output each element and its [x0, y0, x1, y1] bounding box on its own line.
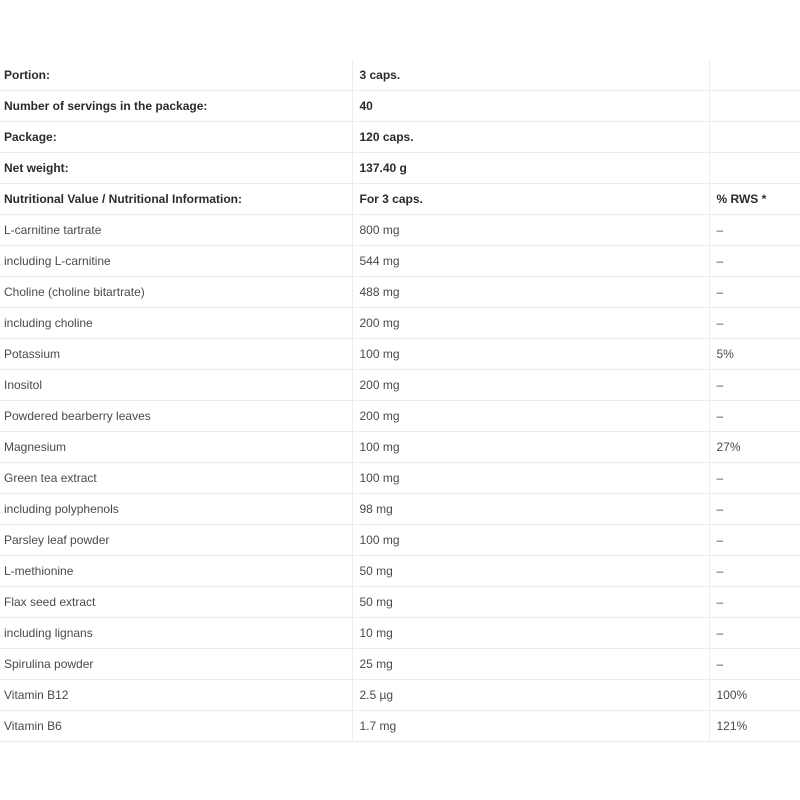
- row-label: L-methionine: [0, 556, 352, 587]
- table-row: [0, 246, 800, 277]
- row-label: including polyphenols: [0, 494, 352, 525]
- row-rws: –: [709, 618, 800, 649]
- row-rws: [709, 60, 800, 91]
- row-rws: 100%: [709, 680, 800, 711]
- table-row: [0, 370, 800, 401]
- row-label: L-carnitine tartrate: [0, 215, 352, 246]
- table-row: [0, 60, 800, 91]
- row-amount: 488 mg: [352, 277, 709, 308]
- row-amount: 200 mg: [352, 308, 709, 339]
- row-amount: 200 mg: [352, 370, 709, 401]
- row-label: Powdered bearberry leaves: [0, 401, 352, 432]
- table-row: [0, 711, 800, 742]
- row-rws: –: [709, 215, 800, 246]
- row-rws: % RWS *: [709, 184, 800, 215]
- table-row: [0, 494, 800, 525]
- nutrition-table-container: [0, 60, 800, 742]
- row-label: Number of servings in the package:: [0, 91, 352, 122]
- table-row: [0, 308, 800, 339]
- row-amount: 137.40 g: [352, 153, 709, 184]
- table-row: [0, 401, 800, 432]
- row-amount: 800 mg: [352, 215, 709, 246]
- nutrition-table: [0, 60, 800, 742]
- row-amount: 50 mg: [352, 556, 709, 587]
- row-label: including lignans: [0, 618, 352, 649]
- table-row: [0, 618, 800, 649]
- row-amount: 544 mg: [352, 246, 709, 277]
- row-amount: 100 mg: [352, 463, 709, 494]
- table-row: [0, 339, 800, 370]
- row-rws: –: [709, 494, 800, 525]
- table-row: [0, 587, 800, 618]
- row-amount: 3 caps.: [352, 60, 709, 91]
- row-rws: –: [709, 370, 800, 401]
- row-label: including L-carnitine: [0, 246, 352, 277]
- row-amount: 50 mg: [352, 587, 709, 618]
- nutrition-table-body: [0, 60, 800, 742]
- row-rws: [709, 153, 800, 184]
- row-label: Vitamin B6: [0, 711, 352, 742]
- row-label: Parsley leaf powder: [0, 525, 352, 556]
- row-rws: –: [709, 587, 800, 618]
- row-amount: 40: [352, 91, 709, 122]
- row-rws: [709, 91, 800, 122]
- row-amount: 100 mg: [352, 525, 709, 556]
- row-rws: [709, 122, 800, 153]
- row-label: including choline: [0, 308, 352, 339]
- row-rws: –: [709, 525, 800, 556]
- table-row: [0, 91, 800, 122]
- row-rws: –: [709, 401, 800, 432]
- row-label: Spirulina powder: [0, 649, 352, 680]
- row-amount: 10 mg: [352, 618, 709, 649]
- row-rws: –: [709, 308, 800, 339]
- table-row: [0, 215, 800, 246]
- row-amount: 98 mg: [352, 494, 709, 525]
- row-label: Package:: [0, 122, 352, 153]
- row-label: Portion:: [0, 60, 352, 91]
- row-label: Net weight:: [0, 153, 352, 184]
- row-label: Vitamin B12: [0, 680, 352, 711]
- row-amount: 200 mg: [352, 401, 709, 432]
- row-label: Choline (choline bitartrate): [0, 277, 352, 308]
- row-rws: –: [709, 649, 800, 680]
- table-row: [0, 556, 800, 587]
- table-row: [0, 122, 800, 153]
- row-amount: 120 caps.: [352, 122, 709, 153]
- table-row: [0, 153, 800, 184]
- row-label: Green tea extract: [0, 463, 352, 494]
- row-label: Nutritional Value / Nutritional Information:: [0, 184, 352, 215]
- row-rws: –: [709, 246, 800, 277]
- table-row: [0, 432, 800, 463]
- row-amount: 100 mg: [352, 339, 709, 370]
- row-amount: For 3 caps.: [352, 184, 709, 215]
- row-label: Magnesium: [0, 432, 352, 463]
- table-row: [0, 463, 800, 494]
- table-row: [0, 525, 800, 556]
- table-row: [0, 680, 800, 711]
- table-row: [0, 277, 800, 308]
- row-label: Potassium: [0, 339, 352, 370]
- row-rws: 27%: [709, 432, 800, 463]
- table-row: [0, 649, 800, 680]
- row-amount: 25 mg: [352, 649, 709, 680]
- row-rws: 5%: [709, 339, 800, 370]
- row-label: Inositol: [0, 370, 352, 401]
- row-amount: 1.7 mg: [352, 711, 709, 742]
- row-amount: 2.5 µg: [352, 680, 709, 711]
- row-rws: –: [709, 463, 800, 494]
- table-row: [0, 184, 800, 215]
- row-rws: –: [709, 277, 800, 308]
- row-label: Flax seed extract: [0, 587, 352, 618]
- row-rws: –: [709, 556, 800, 587]
- row-amount: 100 mg: [352, 432, 709, 463]
- row-rws: 121%: [709, 711, 800, 742]
